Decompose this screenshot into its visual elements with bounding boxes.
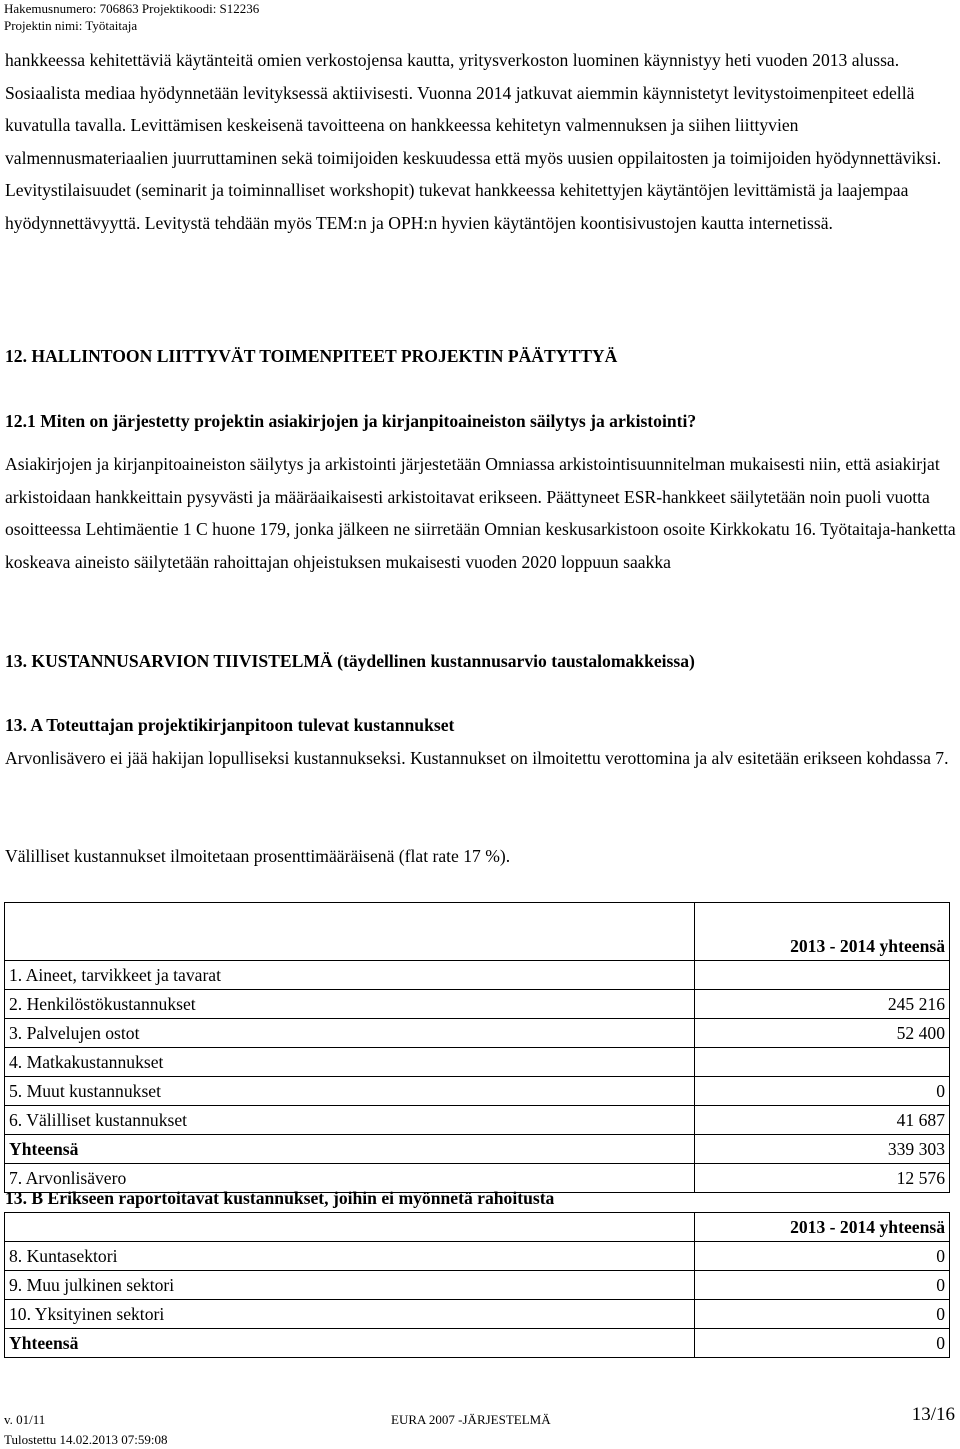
row-label: 1. Aineet, tarvikkeet ja tavarat	[5, 961, 695, 990]
table-row	[5, 1106, 950, 1135]
section-12-heading: 12. HALLINTOON LIITTYVÄT TOIMENPITEET PROJEKTIN PÄÄTYTTYÄ	[5, 346, 618, 366]
row-value: 0	[695, 1242, 950, 1271]
table-b-column-header: 2013 - 2014 yhteensä	[695, 1213, 950, 1242]
footer-system: EURA 2007 -JÄRJESTELMÄ	[391, 1412, 551, 1427]
total-label: Yhteensä	[5, 1135, 695, 1164]
row-value: 0	[695, 1271, 950, 1300]
row-label: 4. Matkakustannukset	[5, 1048, 695, 1077]
table-row	[5, 961, 950, 990]
total-label: Yhteensä	[5, 1329, 695, 1358]
section-13a-heading: 13. A Toteuttajan projektikirjanpitoon tulevat kustannukset	[5, 715, 455, 735]
table-b-header-blank	[5, 1213, 695, 1242]
cost-table-b	[4, 1212, 950, 1358]
table-total-row	[5, 1135, 950, 1164]
row-value: 52 400	[695, 1019, 950, 1048]
row-label: 9. Muu julkinen sektori	[5, 1271, 695, 1300]
row-value	[695, 1048, 950, 1077]
section-12-paragraph: Asiakirjojen ja kirjanpitoaineiston säilytys ja arkistointi järjestetään Omniassa arkistointisuunnitelman mukaisesti niin, että asiakirjat arkistoidaan hankkeittain pysyvästi ja määräaikaisesti arkistoitavat erikseen. Päättyneet ESR-hankkeet säilytetään noin puoli vuotta osoitteessa Lehtimäentie 1 C huone 179, jonka jälkeen ne siirretään Omnian keskusarkistoon osoite Kirkkokatu 16. Työtaitaja-hanketta koskeava aineisto säilytetään rahoittajan ohjeistuksen mukaisesti vuoden 2020 loppuun saakka	[5, 454, 956, 572]
cost-table-a	[4, 902, 950, 1193]
row-label: 7. Arvonlisävero	[5, 1164, 695, 1193]
row-label: 2. Henkilöstökustannukset	[5, 990, 695, 1019]
table-row	[5, 1242, 950, 1271]
document-header	[4, 0, 259, 34]
table-row	[5, 1019, 950, 1048]
row-value: 0	[695, 1077, 950, 1106]
table-row	[5, 990, 950, 1019]
table-a-header-blank	[5, 903, 695, 961]
row-value: 245 216	[695, 990, 950, 1019]
section-12-1-heading: 12.1 Miten on järjestetty projektin asiakirjojen ja kirjanpitoaineiston säilytys ja arkistointi?	[5, 411, 697, 431]
row-label: 5. Muut kustannukset	[5, 1077, 695, 1106]
table-row	[5, 1077, 950, 1106]
header-application-line: Hakemusnumero: 706863 Projektikoodi: S12236	[4, 1, 260, 16]
row-value: 0	[695, 1300, 950, 1329]
row-value	[695, 961, 950, 990]
header-project-name: Projektin nimi: Työtaitaja	[4, 18, 138, 33]
table-a-column-header: 2013 - 2014 yhteensä	[695, 903, 950, 961]
row-label: 3. Palvelujen ostot	[5, 1019, 695, 1048]
row-label: 10. Yksityinen sektori	[5, 1300, 695, 1329]
total-value: 0	[695, 1329, 950, 1358]
intro-paragraph: hankkeessa kehitettäviä käytänteitä omien verkostojensa kautta, yritysverkoston luominen käynnistyy heti vuoden 2013 alussa. Sosiaalista mediaa hyödynnetään levityksessä aktiivisesti. Vuonna 2014 jatkuvat aiemmin käynnistetyt levitystoimenpiteet edellä kuvatulla tavalla. Levittämisen keskeisenä tavoitteena on hankkeessa kehitetyn valmennuksen ja siihen liittyvien valmennusmateriaalien juurruttaminen sekä toimijoiden keskuudessa että myös uusien oppilaitosten ja toimijoiden hyödynnettäviksi. Levitystilaisuudet (seminarit ja toiminnalliset workshopit) tukevat hankkeessa kehitettyjen käytäntöjen levittämistä ja laajempaa hyödynnettävyyttä. Levitystä tehdään myös TEM:n ja OPH:n hyvien käytäntöjen koontisivustojen kautta internetissä.	[5, 50, 942, 233]
row-label: 8. Kuntasektori	[5, 1242, 695, 1271]
row-label: 6. Välilliset kustannukset	[5, 1106, 695, 1135]
row-value: 41 687	[695, 1106, 950, 1135]
table-row	[5, 1271, 950, 1300]
table-row	[5, 1048, 950, 1077]
indirect-costs-note: Välilliset kustannukset ilmoitetaan prosenttimääräisenä (flat rate 17 %).	[5, 846, 511, 866]
table-total-row	[5, 1329, 950, 1358]
section-13b-heading: 13. B Erikseen raportoitavat kustannukset, joihin ei myönnetä rahoitusta	[5, 1188, 555, 1208]
row-value: 12 576	[695, 1164, 950, 1193]
section-13-heading: 13. KUSTANNUSARVION TIIVISTELMÄ (täydellinen kustannusarvio taustalomakkeissa)	[5, 651, 695, 671]
footer-page-number: 13/16	[911, 1404, 955, 1425]
section-13a-paragraph: Arvonlisävero ei jää hakijan lopulliseksi kustannukseksi. Kustannukset on ilmoitettu verottomina ja alv esitetään erikseen kohdassa 7.	[5, 748, 949, 768]
footer-version: v. 01/11	[4, 1412, 46, 1427]
table-row	[5, 1300, 950, 1329]
total-value: 339 303	[695, 1135, 950, 1164]
footer-printed-timestamp: Tulostettu 14.02.2013 07:59:08	[4, 1432, 168, 1447]
